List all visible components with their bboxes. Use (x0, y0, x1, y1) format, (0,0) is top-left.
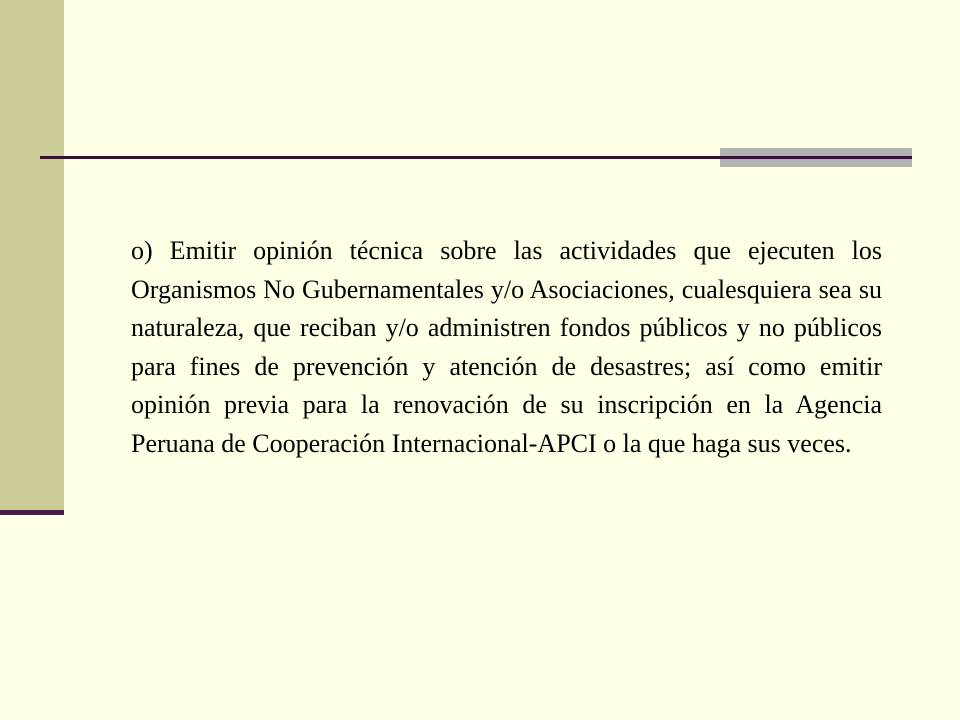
left-decorative-band (0, 0, 64, 510)
left-accent-bar (0, 510, 64, 515)
top-divider-accent-line (720, 156, 912, 159)
slide-body-text: o) Emitir opinión técnica sobre las actividades que ejecuten los Organismos No Gubernamentales y/o Asociaciones, cualesquiera sea su naturaleza, que reciban y/o administren fondos públicos y no públicos para fines de prevención y atención de desastres; así como emitir opinión previa para la renovación de su inscripción en la Agencia Peruana de Cooperación Internacional-APCI o la que haga sus veces. (131, 236, 882, 458)
